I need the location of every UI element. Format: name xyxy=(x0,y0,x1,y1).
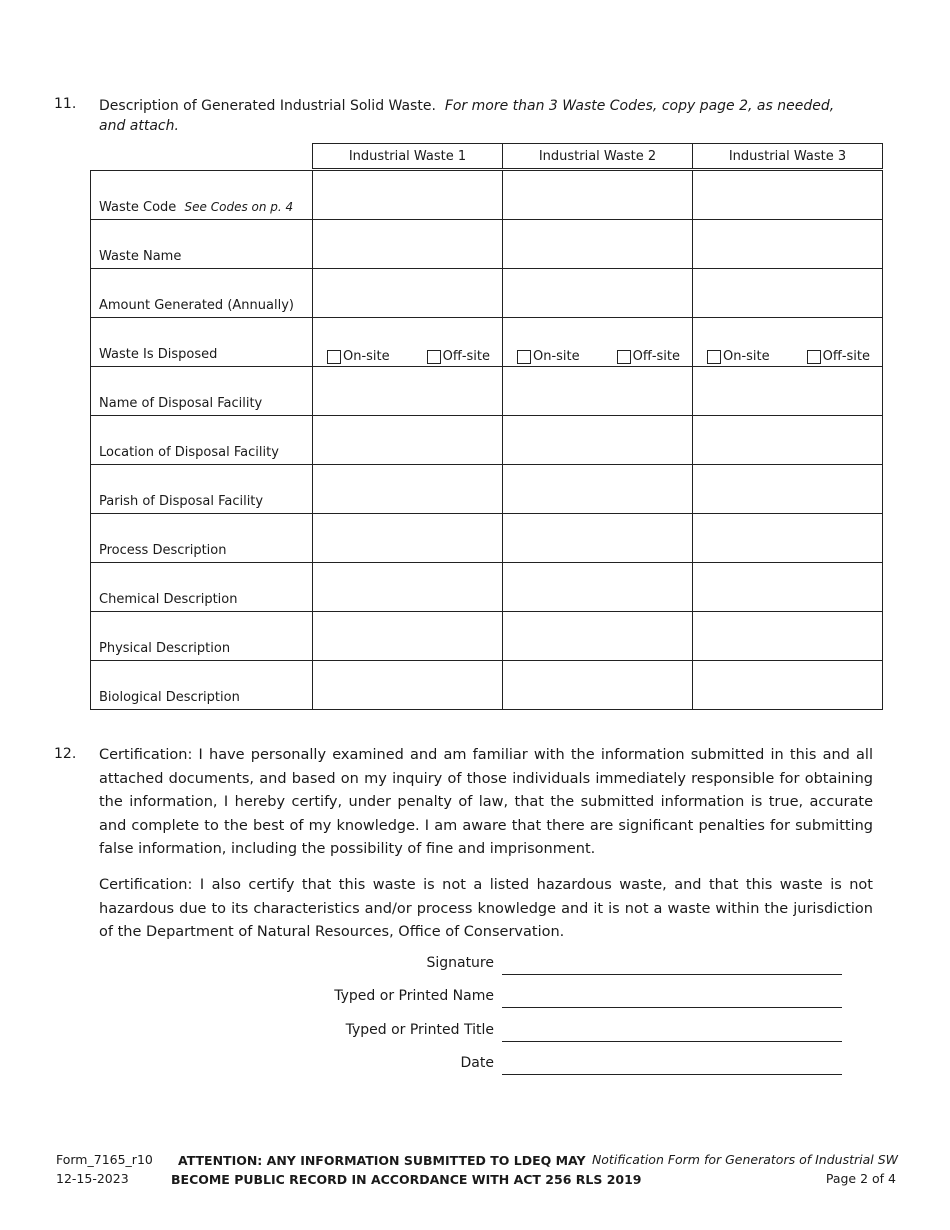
facility-name-field-2[interactable] xyxy=(503,367,693,416)
facility-parish-field-1[interactable] xyxy=(313,465,503,514)
row-label-facility-parish: Parish of Disposal Facility xyxy=(91,465,313,514)
onsite-checkbox-3[interactable] xyxy=(707,350,721,364)
table-row xyxy=(91,367,883,416)
offsite-checkbox-3[interactable] xyxy=(807,350,821,364)
certification-paragraph-1: Certification: I have personally examined and am familiar with the information submitted in this and all attached documents, and based on my inquiry of those individuals immediately responsible for obtaining the information, I hereby certify, under penalty of law, that the submitted information is true, accurate and complete to the best of my knowledge. I am aware that there are significant penalties for submitting false information, including the possibility of fine and imprisonment. xyxy=(99,747,873,857)
row-label-waste-name: Waste Name xyxy=(91,220,313,269)
biological-field-1[interactable] xyxy=(313,661,503,710)
row-label-process: Process Description xyxy=(91,514,313,563)
waste-code-field-3[interactable] xyxy=(693,171,883,220)
row-label-amount: Amount Generated (Annually) xyxy=(91,269,313,318)
row-label-waste-code: Waste Code See Codes on p. 4 xyxy=(91,171,313,220)
chemical-field-3[interactable] xyxy=(693,563,883,612)
facility-location-field-1[interactable] xyxy=(313,416,503,465)
facility-location-field-2[interactable] xyxy=(503,416,693,465)
facility-location-field-3[interactable] xyxy=(693,416,883,465)
offsite-checkbox-1[interactable] xyxy=(427,350,441,364)
q11-heading xyxy=(99,96,859,136)
signature-field[interactable] xyxy=(502,973,842,975)
table-row xyxy=(91,661,883,710)
biological-field-2[interactable] xyxy=(503,661,693,710)
process-field-2[interactable] xyxy=(503,514,693,563)
printed-name-label: Typed or Printed Name xyxy=(334,988,494,1004)
table-row xyxy=(91,220,883,269)
amount-field-2[interactable] xyxy=(503,269,693,318)
process-field-1[interactable] xyxy=(313,514,503,563)
row-label-biological: Biological Description xyxy=(91,661,313,710)
row-label-physical: Physical Description xyxy=(91,612,313,661)
q11-number: 11. xyxy=(54,96,77,112)
onsite-label: On-site xyxy=(533,349,580,364)
row-label-facility-location: Location of Disposal Facility xyxy=(91,416,313,465)
offsite-checkbox-2[interactable] xyxy=(617,350,631,364)
table-row xyxy=(91,171,883,220)
table-row xyxy=(91,514,883,563)
form-id: Form_7165_r10 xyxy=(56,1152,153,1167)
table-row xyxy=(91,563,883,612)
process-field-3[interactable] xyxy=(693,514,883,563)
waste-name-field-3[interactable] xyxy=(693,220,883,269)
chemical-field-1[interactable] xyxy=(313,563,503,612)
q11-title: Description of Generated Industrial Solid Waste. xyxy=(99,98,436,114)
attention-line-2: BECOME PUBLIC RECORD IN ACCORDANCE WITH ACT 256 RLS 2019 xyxy=(171,1172,642,1187)
facility-parish-field-2[interactable] xyxy=(503,465,693,514)
waste-name-field-1[interactable] xyxy=(313,220,503,269)
q11-note: For more than 3 Waste Codes, copy page 2, as needed, and attach. xyxy=(99,98,835,134)
attention-line-1: ATTENTION: ANY INFORMATION SUBMITTED TO LDEQ MAY xyxy=(178,1153,586,1168)
printed-title-label: Typed or Printed Title xyxy=(345,1022,494,1038)
facility-name-field-1[interactable] xyxy=(313,367,503,416)
row-label-facility-name: Name of Disposal Facility xyxy=(91,367,313,416)
column-header-waste-3: Industrial Waste 3 xyxy=(692,143,883,169)
form-title: Notification Form for Generators of Industrial SW xyxy=(591,1152,898,1167)
column-header-waste-1: Industrial Waste 1 xyxy=(312,143,503,169)
physical-field-3[interactable] xyxy=(693,612,883,661)
table-row xyxy=(91,465,883,514)
onsite-checkbox-1[interactable] xyxy=(327,350,341,364)
waste-name-field-2[interactable] xyxy=(503,220,693,269)
waste-table xyxy=(90,170,883,710)
table-row xyxy=(91,318,883,367)
q12-number: 12. xyxy=(54,746,77,762)
facility-parish-field-3[interactable] xyxy=(693,465,883,514)
offsite-label: Off-site xyxy=(822,349,870,364)
chemical-field-2[interactable] xyxy=(503,563,693,612)
disposed-cell-2 xyxy=(503,318,693,367)
offsite-label: Off-site xyxy=(632,349,680,364)
row-label-chemical: Chemical Description xyxy=(91,563,313,612)
physical-field-1[interactable] xyxy=(313,612,503,661)
printed-title-field[interactable] xyxy=(502,1040,842,1042)
physical-field-2[interactable] xyxy=(503,612,693,661)
page-number: Page 2 of 4 xyxy=(825,1171,896,1186)
column-header-waste-2: Industrial Waste 2 xyxy=(502,143,693,169)
onsite-label: On-site xyxy=(723,349,770,364)
amount-field-3[interactable] xyxy=(693,269,883,318)
certification-paragraph-2: Certification: I also certify that this waste is not a listed hazardous waste, and that this waste is not hazardous due to its characteristics and/or process knowledge and it is not a waste within the jurisdiction of the Department of Natural Resources, Office of Conservation. xyxy=(99,877,873,940)
date-field[interactable] xyxy=(502,1073,842,1075)
signature-label: Signature xyxy=(426,955,494,971)
biological-field-3[interactable] xyxy=(693,661,883,710)
onsite-checkbox-2[interactable] xyxy=(517,350,531,364)
table-row xyxy=(91,416,883,465)
facility-name-field-3[interactable] xyxy=(693,367,883,416)
offsite-label: Off-site xyxy=(442,349,490,364)
waste-code-field-1[interactable] xyxy=(313,171,503,220)
table-row xyxy=(91,269,883,318)
onsite-label: On-site xyxy=(343,349,390,364)
waste-code-field-2[interactable] xyxy=(503,171,693,220)
disposed-cell-1 xyxy=(313,318,503,367)
form-date: 12-15-2023 xyxy=(56,1171,129,1186)
waste-code-note: See Codes on p. 4 xyxy=(184,200,294,214)
disposed-cell-3 xyxy=(693,318,883,367)
amount-field-1[interactable] xyxy=(313,269,503,318)
printed-name-field[interactable] xyxy=(502,1006,842,1008)
date-label: Date xyxy=(460,1055,494,1071)
row-label-disposed: Waste Is Disposed xyxy=(91,318,313,367)
table-row xyxy=(91,612,883,661)
